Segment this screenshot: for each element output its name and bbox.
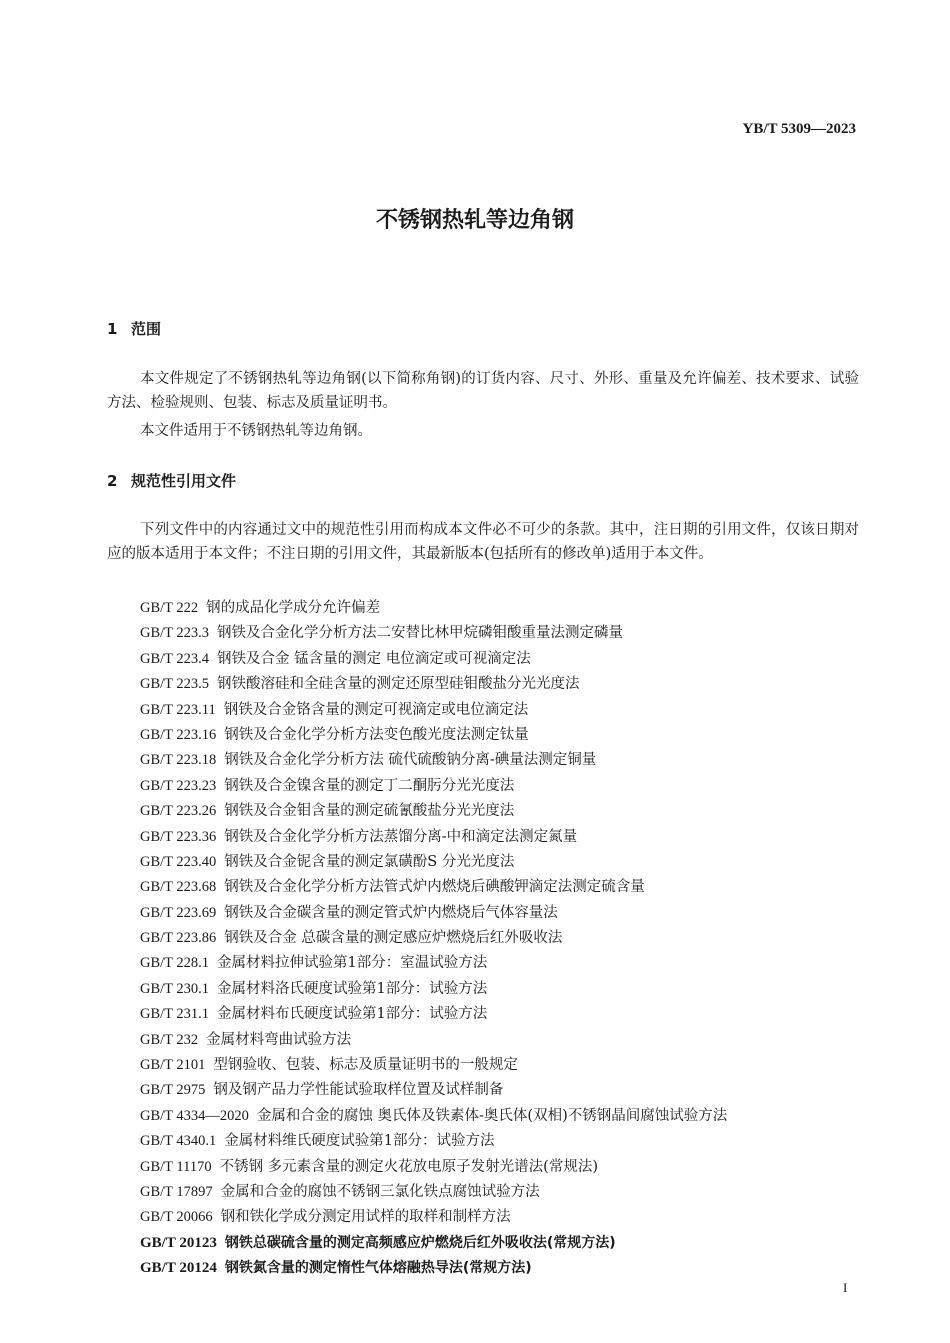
reference-item	[140, 901, 727, 926]
reference-code: GB/T 223.11	[140, 701, 216, 718]
reference-item	[140, 1053, 727, 1078]
reference-title: 金属和合金的腐蚀 奥氏体及铁素体-奥氏体(双相)不锈钢晶间腐蚀试验方法	[256, 1107, 728, 1124]
reference-title: 钢铁及合金化学分析方法管式炉内燃烧后碘酸钾滴定法测定硫含量	[224, 879, 645, 896]
reference-code: GB/T 223.5	[140, 676, 210, 693]
reference-item	[140, 723, 727, 748]
reference-title: 钢铁及合金化学分析方法 硫代硫酸钠分离-碘量法测定铜量	[224, 752, 597, 769]
reference-code: GB/T 223.16	[140, 726, 217, 743]
document-title: 不锈钢热轧等边角钢	[375, 208, 574, 233]
reference-title: 钢铁及合金 锰含量的测定 电位滴定或可视滴定法	[217, 650, 531, 667]
reference-title: 不锈钢 多元素含量的测定火花放电原子发射光谱法(常规法)	[219, 1158, 598, 1175]
reference-item	[140, 647, 727, 672]
reference-item	[140, 951, 727, 976]
reference-code: GB/T 231.1	[140, 1006, 210, 1023]
reference-item	[140, 875, 727, 900]
reference-code: GB/T 222	[140, 600, 199, 616]
reference-title: 金属材料拉伸试验第1部分：室温试验方法	[217, 955, 488, 972]
reference-title: 钢的成品化学成分允许偏差	[206, 600, 381, 616]
reference-title: 钢铁及合金化学分析方法二安替比林甲烷磷钼酸重量法测定磷量	[217, 625, 624, 642]
reference-item	[140, 799, 727, 824]
reference-code: GB/T 2101	[140, 1057, 206, 1074]
reference-title: 钢及钢产品力学性能试验取样位置及试样制备	[213, 1082, 504, 1099]
reference-item	[140, 1155, 727, 1180]
reference-item	[140, 1078, 727, 1103]
reference-title: 钢铁及合金碳含量的测定管式炉内燃烧后气体容量法	[224, 904, 558, 921]
section-1-number: 1	[107, 320, 118, 338]
reference-code: GB/T 17897	[140, 1183, 213, 1200]
reference-code: GB/T 223.69	[140, 904, 217, 921]
reference-code: GB/T 223.4	[140, 650, 210, 667]
reference-item	[140, 1180, 727, 1205]
reference-title: 钢铁及合金钼含量的测定硫氰酸盐分光光度法	[224, 803, 515, 820]
reference-item	[140, 1231, 727, 1256]
reference-code: GB/T 223.40	[140, 853, 217, 870]
reference-title: 钢铁氮含量的测定惰性气体熔融热导法(常规方法)	[224, 1260, 532, 1277]
reference-item	[140, 1256, 727, 1281]
reference-code: GB/T 228.1	[140, 955, 210, 972]
reference-title: 金属材料弯曲试验方法	[206, 1031, 352, 1048]
scope-paragraph-2: 本文件适用于不锈钢热轧等边角钢。	[140, 423, 372, 439]
reference-item	[140, 1028, 727, 1053]
reference-item	[140, 926, 727, 951]
page-number: I	[843, 1280, 848, 1295]
reference-code: GB/T 11170	[140, 1158, 212, 1175]
reference-item	[140, 977, 727, 1002]
reference-title: 钢铁及合金镍含量的测定丁二酮肟分光光度法	[224, 777, 515, 794]
section-2-number: 2	[107, 472, 118, 490]
reference-code: GB/T 20124	[140, 1260, 217, 1277]
reference-code: GB/T 223.23	[140, 777, 217, 794]
reference-title: 钢铁酸溶硅和全硅含量的测定还原型硅钼酸盐分光光度法	[217, 676, 580, 693]
reference-title: 钢铁及合金化学分析方法变色酸光度法测定钛量	[224, 726, 529, 743]
reference-code: GB/T 223.68	[140, 879, 217, 896]
reference-code: GB/T 232	[140, 1031, 199, 1048]
reference-title: 金属材料布氏硬度试验第1部分：试验方法	[217, 1006, 488, 1023]
reference-item	[140, 621, 727, 646]
reference-code: GB/T 4340.1	[140, 1133, 217, 1150]
references-intro: 下列文件中的内容通过文中的规范性引用而构成本文件必不可少的条款。其中，注日期的引用文件，仅该日期对应的版本适用于本文件；不注日期的引用文件，其最新版本(包括所有的修改单)适用于本文件。	[107, 522, 859, 562]
reference-title: 金属材料洛氏硬度试验第1部分：试验方法	[217, 980, 488, 997]
reference-item	[140, 596, 727, 621]
reference-code: GB/T 20123	[140, 1234, 217, 1251]
reference-item	[140, 748, 727, 773]
reference-code: GB/T 2975	[140, 1082, 206, 1099]
reference-code: GB/T 223.18	[140, 752, 217, 769]
section-2-title: 规范性引用文件	[131, 472, 237, 490]
reference-item	[140, 774, 727, 799]
standard-code: YB/T 5309—2023	[742, 121, 856, 137]
section-2-heading	[107, 470, 236, 491]
reference-code: GB/T 223.26	[140, 803, 217, 820]
reference-item	[140, 1129, 727, 1154]
reference-title: 型钢验收、包装、标志及质量证明书的一般规定	[213, 1057, 518, 1074]
reference-item	[140, 825, 727, 850]
reference-title: 钢铁及合金化学分析方法蒸馏分离-中和滴定法测定氮量	[224, 828, 578, 845]
reference-code: GB/T 230.1	[140, 980, 210, 997]
reference-title: 钢铁总碳硫含量的测定高频感应炉燃烧后红外吸收法(常规方法)	[224, 1234, 616, 1251]
reference-item	[140, 698, 727, 723]
reference-item	[140, 1002, 727, 1027]
reference-item	[140, 672, 727, 697]
reference-list	[140, 596, 727, 1282]
reference-code: GB/T 223.86	[140, 930, 217, 947]
reference-code: GB/T 223.36	[140, 828, 217, 845]
reference-title: 钢和铁化学成分测定用试样的取样和制样方法	[220, 1209, 511, 1226]
section-1-title: 范围	[131, 320, 162, 338]
reference-title: 钢铁及合金 总碳含量的测定感应炉燃烧后红外吸收法	[224, 930, 563, 947]
section-1-heading	[107, 318, 161, 339]
reference-title: 钢铁及合金铬含量的测定可视滴定或电位滴定法	[223, 701, 529, 718]
scope-paragraph-1: 本文件规定了不锈钢热轧等边角钢(以下简称角钢)的订货内容、尺寸、外形、重量及允许偏差、技术要求、试验方法、检验规则、包装、标志及质量证明书。	[107, 371, 859, 411]
reference-code: GB/T 223.3	[140, 625, 210, 642]
reference-item	[140, 850, 727, 875]
reference-item	[140, 1205, 727, 1230]
reference-title: 钢铁及合金铌含量的测定氯磺酚S 分光光度法	[224, 853, 515, 870]
reference-item	[140, 1104, 727, 1129]
reference-code: GB/T 20066	[140, 1209, 213, 1226]
reference-title: 金属和合金的腐蚀不锈钢三氯化铁点腐蚀试验方法	[220, 1183, 540, 1200]
reference-code: GB/T 4334—2020	[140, 1107, 249, 1124]
reference-title: 金属材料维氏硬度试验第1部分：试验方法	[224, 1133, 495, 1150]
